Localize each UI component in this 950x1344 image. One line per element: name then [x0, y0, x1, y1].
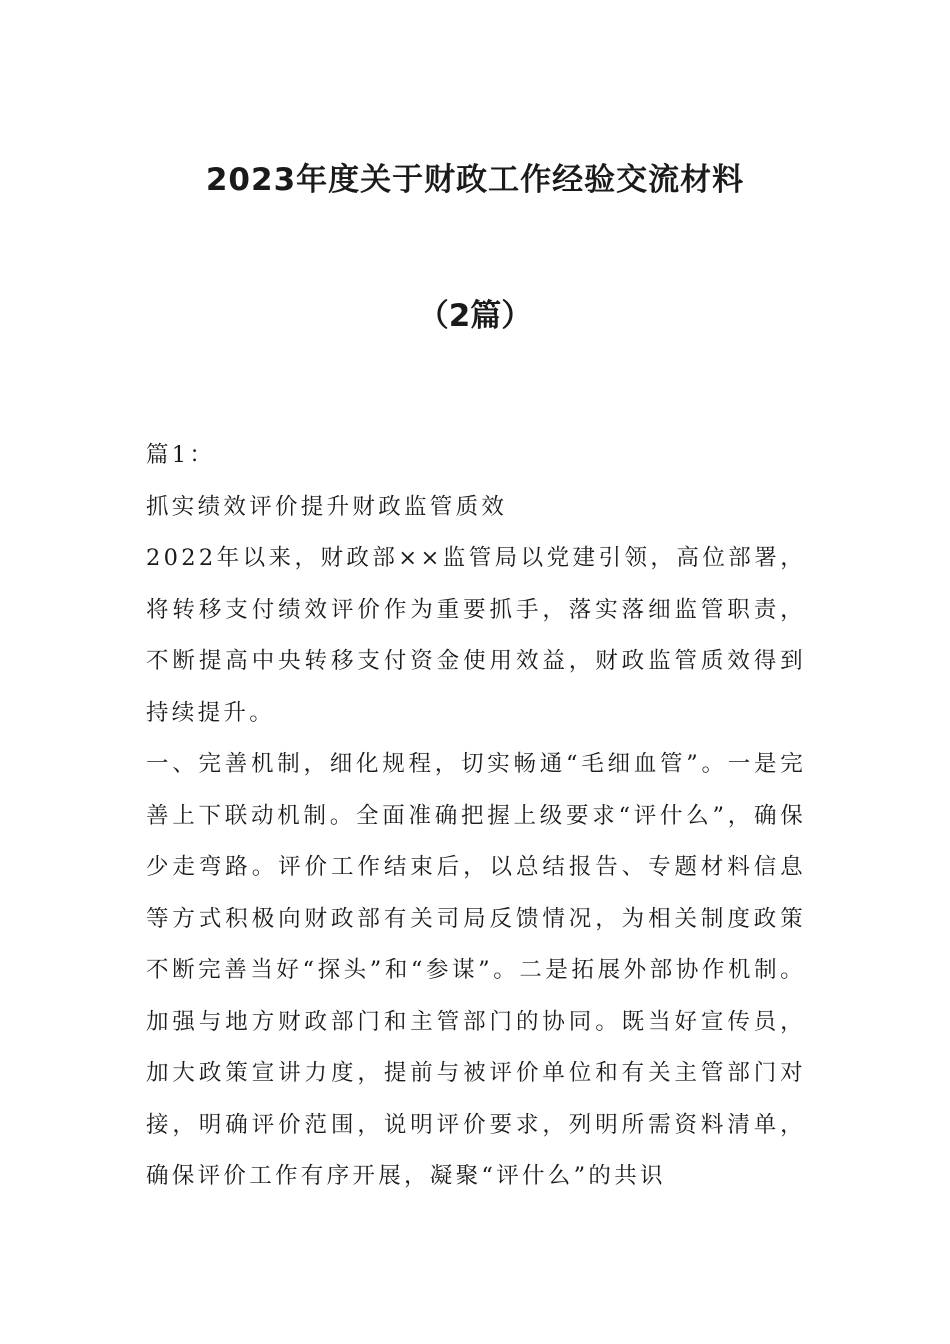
section-heading: 抓实绩效评价提升财政监管质效 — [146, 493, 508, 520]
section-label: 篇1： — [146, 442, 216, 468]
body-paragraph: 2022年以来，财政部××监管局以党建引领，高位部署，将转移支付绩效评价作为重要抓手，落实落细监管职责，不断提高中央转移支付资金使用效益，财政监管质效得到持续提升。 — [146, 545, 806, 726]
document-title: 2023年度关于财政工作经验交流材料 — [205, 162, 745, 198]
document-subtitle: （2篇） — [417, 298, 533, 334]
body-paragraph: 一、完善机制，细化规程，切实畅通“毛细血管”。一是完善上下联动机制。全面准确把握上级要求“评什么”，确保少走弯路。评价工作结束后，以总结报告、专题材料信息等方式积极向财政部有关司局反馈情况，为相关制度政策不断完善当好“探头”和“参谋”。二是拓展外部协作机制。加强与地方财政部门和主管部门的协同。既当好宣传员，加大政策宣讲力度，提前与被评价单位和有关主管部门对接，明确评价范围，说明评价要求，列明所需资料清单，确保评价工作有序开展，凝聚“评什么”的共识 — [146, 751, 806, 1189]
document-body — [146, 430, 806, 1203]
